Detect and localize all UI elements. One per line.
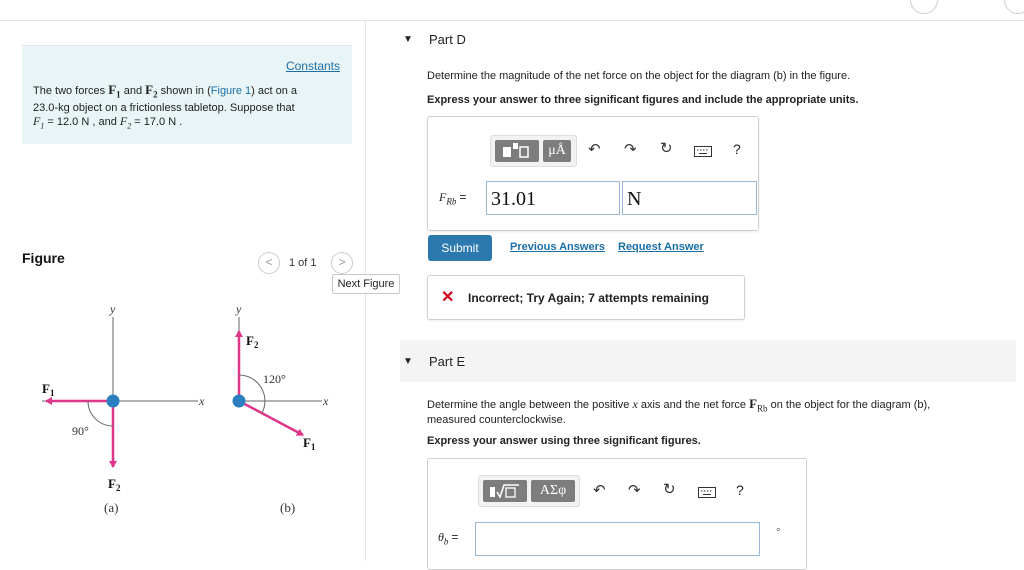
b-f1-label: $F_1$ [303,435,316,452]
request-answer-link[interactable]: Request Answer [618,241,704,253]
diagram-b [233,302,330,515]
figure-prev-button[interactable] [258,252,280,274]
undo-icon[interactable]: ↶ [588,141,601,158]
greek-button[interactable]: ΑΣφ [531,480,575,502]
keyboard-icon[interactable] [698,487,716,498]
chevron-left-icon: < [265,255,273,269]
part-e-template-group [478,475,580,507]
a-angle-label: 90° [72,424,89,438]
redo-icon[interactable]: ↷ [628,482,641,499]
redo-icon[interactable]: ↷ [624,141,637,158]
feedback-box [427,275,745,320]
figure-pager: 1 of 1 [289,257,317,269]
next-problem-button[interactable] [1004,0,1024,14]
units-button[interactable]: μÅ [543,140,571,162]
chevron-right-icon: > [338,255,346,269]
b-f1-arrow [239,401,303,435]
part-d-answer-panel [427,116,759,231]
part-e-title: Part E [429,354,466,369]
force-diagrams [20,295,365,535]
part-e-header [400,340,1016,382]
degree-unit: ° [776,527,781,539]
b-x-label: x [323,394,329,408]
b-f2-label: $F_2$ [246,333,259,350]
keyboard-icon[interactable] [694,146,712,157]
b-caption: (b) [280,500,296,515]
b-object-dot [233,395,246,408]
previous-answers-link[interactable]: Previous Answers [510,241,605,253]
part-e-question: Determine the angle between the positive x axis and the net force $F_{Rb}$ on the object for the diagram (b), measured counterclockwise. [427,396,931,426]
previous-problem-button[interactable] [910,0,938,14]
part-d-variable: $F_{Rb}$ = [439,190,467,207]
templates-button[interactable] [495,140,539,162]
constants-link[interactable]: Constants [285,59,340,73]
b-angle-label: 120° [263,372,286,386]
figure-link[interactable]: Figure 1 [210,85,252,97]
next-figure-button[interactable]: Next Figure [332,274,400,294]
undo-icon[interactable]: ↶ [593,482,606,499]
a-caption: (a) [104,500,119,515]
part-e-collapse-icon[interactable]: ▼ [403,356,413,367]
problem-box [22,45,352,144]
help-button[interactable]: ? [736,482,744,498]
figure-heading: Figure [22,250,65,266]
incorrect-x-icon: ✕ [441,289,455,306]
reset-icon[interactable]: ↻ [660,140,673,157]
part-d-collapse-icon[interactable]: ▼ [403,34,413,45]
part-d-title: Part D [429,32,466,47]
reset-icon[interactable]: ↻ [663,481,676,498]
a-object-dot [107,395,120,408]
a-f2-label: $F_2$ [108,476,121,493]
part-d-unit-input[interactable]: N [622,181,757,215]
b-y-label: y [236,302,242,316]
part-d-instruction: Express your answer to three significant figures and include the appropriate units. [427,94,859,106]
help-button[interactable]: ? [733,141,741,157]
sqrt-template-icon [485,480,525,502]
a-y-label: y [110,302,116,316]
problem-text: The two forces $F_1$ and $F_2$ shown in (Figure 1) act on a 23.0-kg object on a frictionless tabletop. Suppose that $F_1 = 12.0$ N , and $F_2 = 17.0$ N . [33,82,297,130]
a-x-label: x [199,394,205,408]
diagram-a [42,302,205,515]
templates-icon [497,140,537,162]
part-e-variable: $\theta_b$ = [438,530,459,547]
part-d-value-input[interactable]: 31.01 [486,181,620,215]
figure-next-button[interactable] [331,252,353,274]
sqrt-template-button[interactable] [483,480,527,502]
part-e-instruction: Express your answer using three significant figures. [427,435,701,447]
part-d-question: Determine the magnitude of the net force on the object for the diagram (b) in the figure. [427,70,851,82]
submit-button[interactable]: Submit [428,235,492,261]
a-f1-label: $F_1$ [42,381,55,398]
part-d-template-group [490,135,577,167]
part-e-value-input[interactable] [475,522,760,556]
top-bar [0,0,1024,21]
feedback-text: Incorrect; Try Again; 7 attempts remaining [468,291,709,305]
